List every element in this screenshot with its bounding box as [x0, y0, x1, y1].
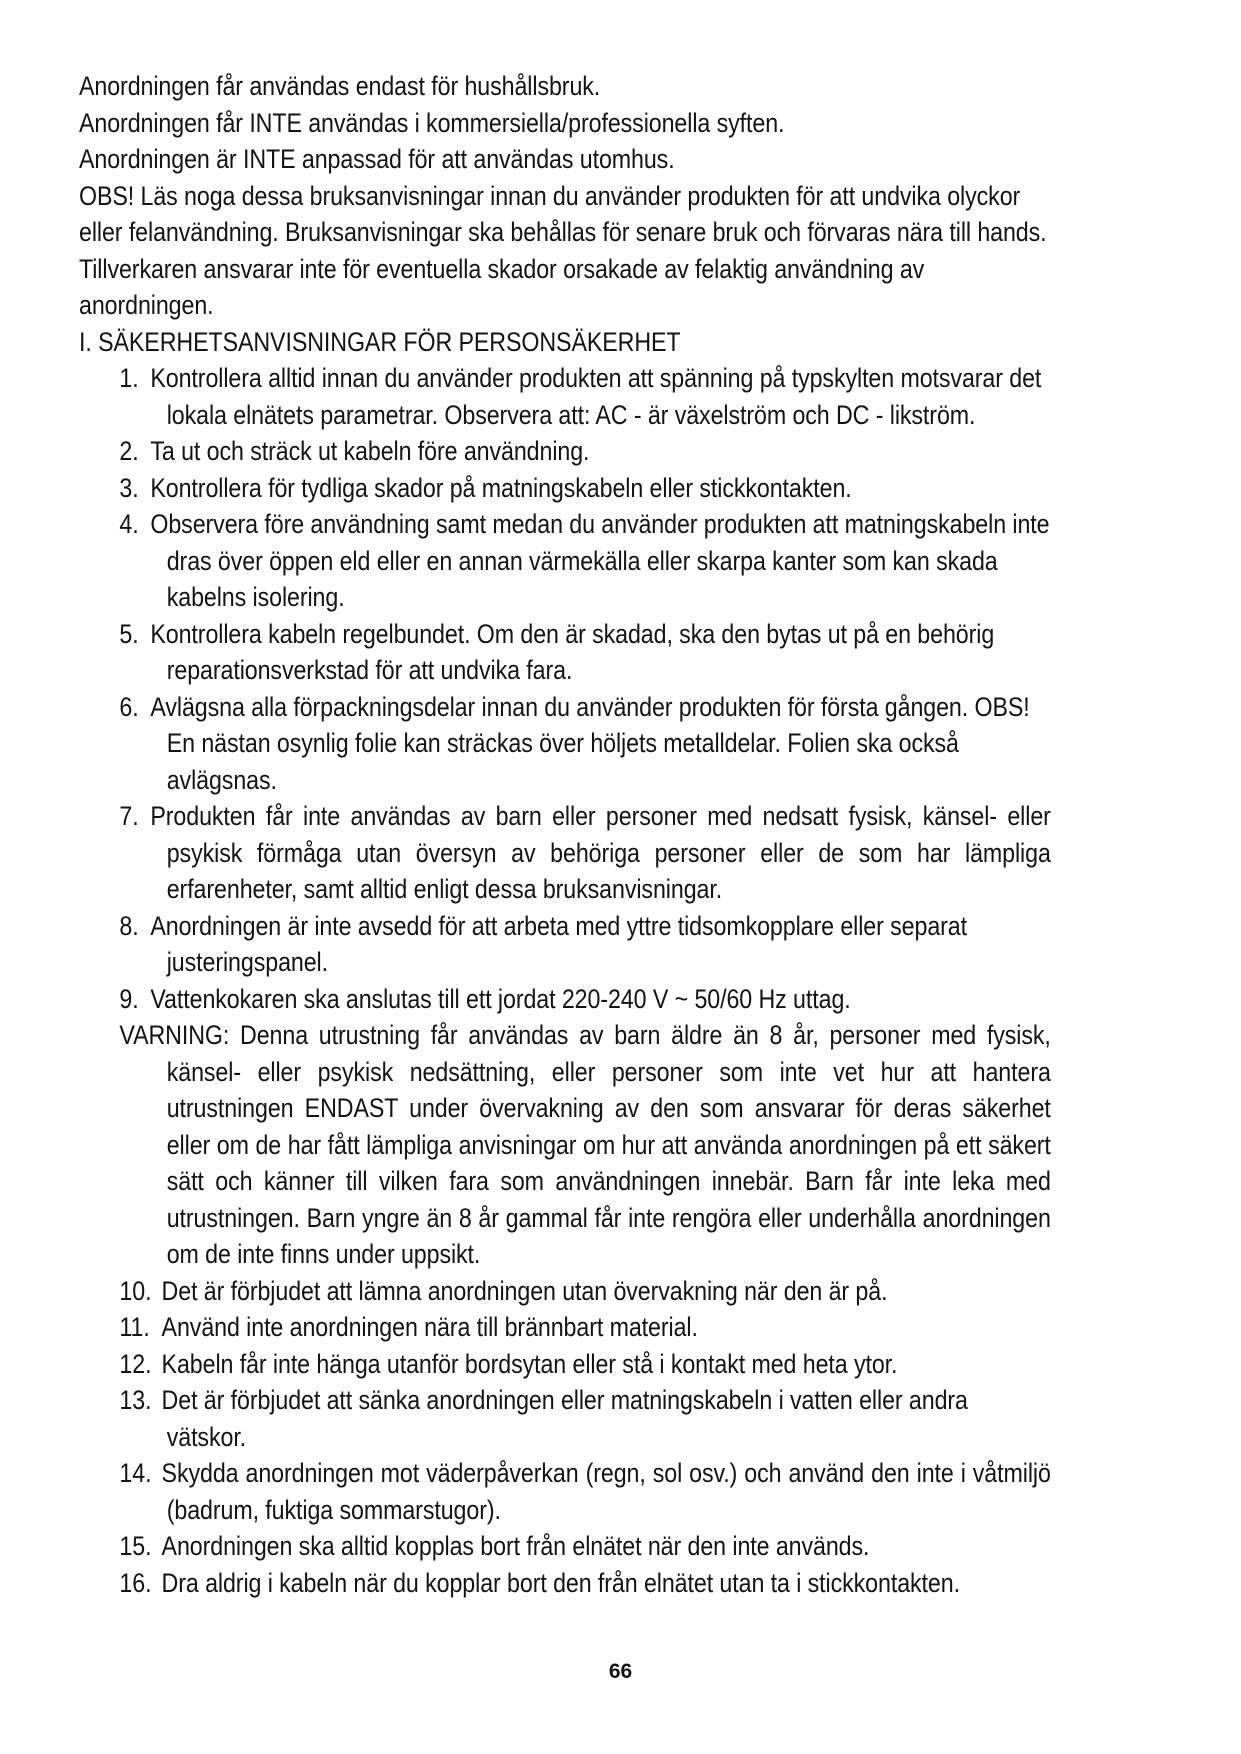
section-heading: I. SÄKERHETSANVISNINGAR FÖR PERSONSÄKERHET [79, 326, 681, 357]
item-text: Det är förbjudet att lämna anordningen utan övervakning när den är på. [161, 1275, 888, 1306]
list-item [79, 1273, 1051, 1310]
list-item [79, 1565, 1051, 1602]
list-item [79, 908, 1051, 981]
item-number: 7. [119, 801, 145, 831]
item-text: Använd inte anordningen nära till brännbart material. [161, 1312, 698, 1342]
item-number: 16. [119, 1567, 158, 1598]
item-number: 14. [119, 1458, 158, 1488]
intro-line-commercial: Anordningen får INTE användas i kommersiella/professionella syften. [79, 107, 785, 138]
item-number: 4. [119, 509, 145, 539]
item-text: Det är förbjudet att sänka anordningen eller matningskabeln i vatten eller andra vätskor. [161, 1385, 968, 1452]
page-number: 66 [608, 1660, 633, 1683]
list-item [79, 1346, 1051, 1383]
list-item [79, 1455, 1051, 1528]
item-text: Dra aldrig i kabeln när du kopplar bort den från elnätet utan ta i stickkontakten. [161, 1567, 960, 1598]
item-text: Observera före användning samt medan du använder produkten att matningskabeln inte dras över öppen eld eller en annan värmekälla eller skarpa kanter som kan skada kabelns isolering. [150, 509, 1050, 612]
item-text: Produkten får inte användas av barn eller personer med nedsatt fysisk, känsel- eller psykisk förmåga utan översyn av behöriga personer eller de som har lämpliga erfarenheter, samt alltid enligt dessa bruksanvisningar. [150, 801, 1051, 904]
item-number: 9. [119, 983, 145, 1014]
item-number: 6. [119, 691, 145, 722]
list-item [79, 1382, 1051, 1455]
list-item [79, 433, 1051, 470]
list-item [79, 1309, 1051, 1346]
list-item [79, 1528, 1051, 1565]
item-text: Skydda anordningen mot väderpåverkan (regn, sol osv.) och använd den inte i våtmiljö (badrum, fuktiga sommarstugor). [161, 1458, 1051, 1525]
list-item [79, 470, 1051, 507]
item-number: 2. [119, 436, 145, 466]
warning-text: VARNING: Denna utrustning får användas av barn äldre än 8 år, personer med fysisk, känsel- eller psykisk nedsättning, eller personer som inte vet hur att hantera utrustningen ENDAST under övervakning av den som ansvarar för deras säkerhet eller om de har fått lämpliga anvisningar om hur att använda anordningen på ett säkert sätt och känner till vilken fara som användningen innebär. Barn får inte leka med utrustningen. Barn yngre än 8 år gammal får inte rengöra eller underhålla anordningen om de inte finns under uppsikt. [119, 1020, 1051, 1269]
item-number: 11. [119, 1312, 157, 1342]
item-text: Kontrollera alltid innan du använder produkten att spänning på typskylten motsvarar det lokala elnätets parametrar. Observera att: AC - är växelström och DC - likström. [150, 363, 1042, 430]
list-item [79, 689, 1051, 799]
item-text: Kontrollera kabeln regelbundet. Om den är skadad, ska den bytas ut på en behörig reparationsverkstad för att undvika fara. [150, 618, 995, 685]
list-item [79, 506, 1051, 616]
safety-list [79, 360, 1051, 1017]
item-text: Anordningen ska alltid kopplas bort från elnätet när den inte används. [161, 1531, 870, 1561]
list-item [79, 616, 1051, 689]
item-number: 10. [119, 1275, 158, 1306]
list-item [79, 981, 1051, 1018]
page-content [79, 68, 1051, 1601]
item-number: 13. [119, 1385, 158, 1415]
item-number: 3. [119, 472, 145, 503]
item-number: 8. [119, 910, 145, 941]
safety-list-continued [79, 1273, 1051, 1602]
item-text: Anordningen är inte avsedd för att arbeta med yttre tidsomkopplare eller separat justeringspanel. [150, 910, 967, 977]
item-text: Avlägsna alla förpackningsdelar innan du använder produkten för första gången. OBS! En nästan osynlig folie kan sträckas över höljets metalldelar. Folien ska också avlägsnas. [150, 691, 1030, 795]
item-text: Kabeln får inte hänga utanför bordsytan eller stå i kontakt med heta ytor. [161, 1348, 898, 1379]
item-number: 12. [119, 1348, 158, 1379]
item-text: Kontrollera för tydliga skador på matningskabeln eller stickkontakten. [150, 472, 852, 503]
item-number: 15. [119, 1531, 158, 1561]
item-number: 5. [119, 618, 145, 649]
list-item [79, 360, 1051, 433]
warning-paragraph [79, 1017, 1051, 1273]
list-item [79, 798, 1051, 908]
intro-line-household: Anordningen får användas endast för hushållsbruk. [79, 71, 601, 101]
item-number: 1. [119, 363, 145, 393]
item-text: Ta ut och sträck ut kabeln före användning. [150, 436, 590, 466]
intro-line-outdoor: Anordningen är INTE anpassad för att användas utomhus. [79, 144, 675, 174]
intro-note: OBS! Läs noga dessa bruksanvisningar innan du använder produkten för att undvika olyckor eller felanvändning. Bruksanvisningar ska behållas för senare bruk och förvaras nära till hands. Tillverkaren ansvarar inte för eventuella skador orsakade av felaktig användning av anordningen. [79, 180, 1047, 320]
item-text: Vattenkokaren ska anslutas till ett jordat 220-240 V ~ 50/60 Hz uttag. [150, 983, 851, 1014]
